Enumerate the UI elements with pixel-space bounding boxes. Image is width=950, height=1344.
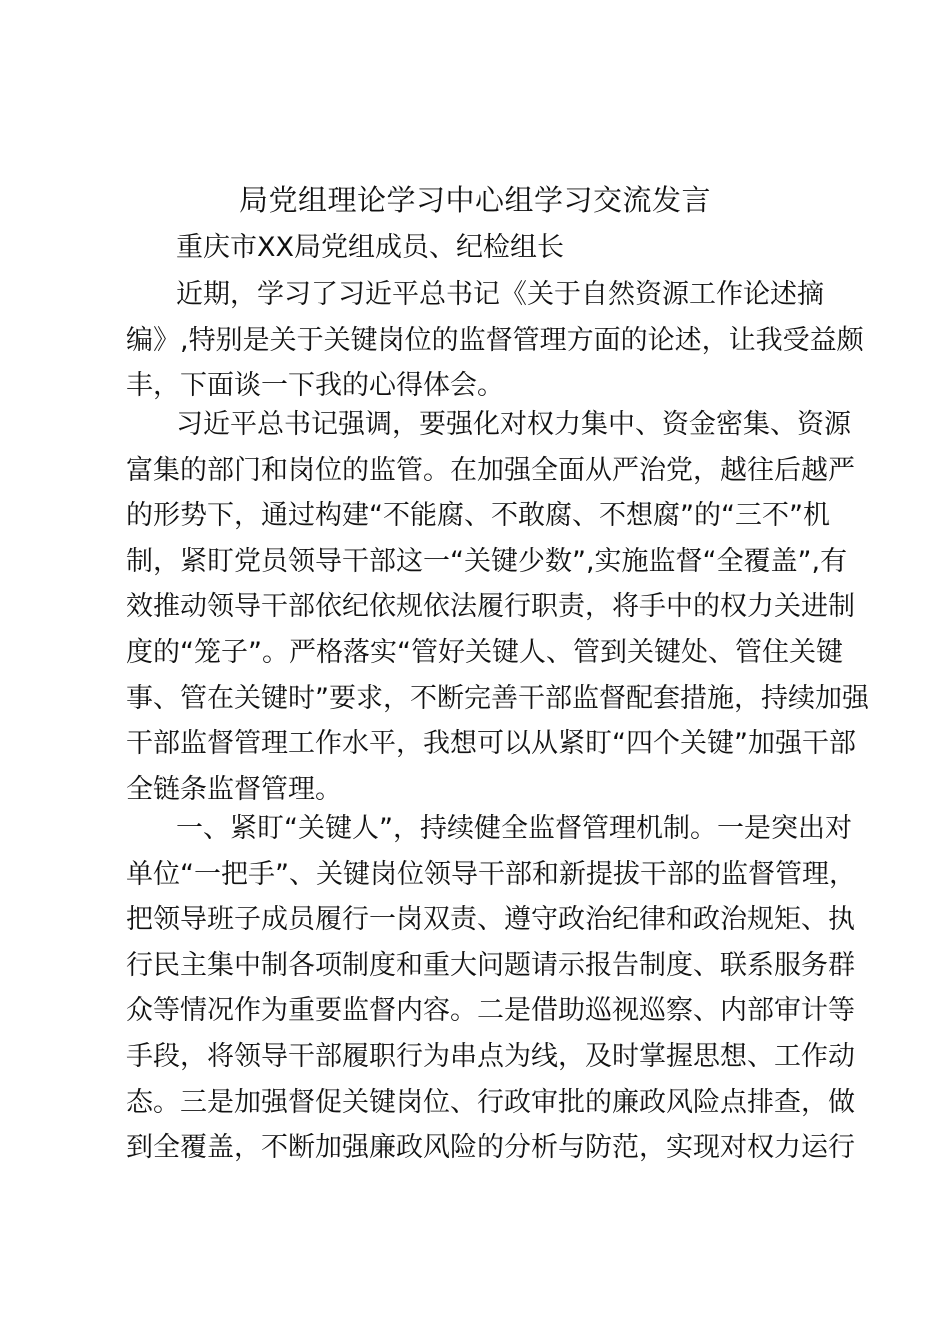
paragraph-line: 丰，下面谈一下我的心得体会。 (126, 370, 504, 402)
paragraph-line: 干部监督管理工作水平，我想可以从紧盯“四个关键”加强干部 (126, 728, 856, 760)
paragraph-line: 度的“笼子”。严格落实“管好关键人、管到关键处、管住关键 (126, 636, 843, 668)
paragraph-3 (126, 806, 856, 1171)
author-line: 重庆市XX局党组成员、纪检组长 (176, 232, 564, 263)
paragraph-line: 近期，学习了习近平总书记《关于自然资源工作论述摘 (176, 279, 824, 310)
paragraph-line: 把领导班子成员履行一岗双责、遵守政治纪律和政治规矩、执 (126, 904, 855, 936)
paragraph-line: 一、紧盯“关键人”，持续健全监督管理机制。一是突出对 (176, 813, 852, 844)
paragraph-line: 的形势下，通过构建“不能腐、不敢腐、不想腐”的“三不”机 (126, 500, 830, 532)
paragraph-1 (126, 272, 864, 409)
paragraph-line: 习近平总书记强调，要强化对权力集中、资金密集、资源 (176, 409, 851, 440)
paragraph-line: 手段，将领导干部履职行为串点为线，及时掌握思想、工作动 (126, 1040, 855, 1072)
paragraph-line: 富集的部门和岗位的监管。在加强全面从严治党，越往后越严 (126, 454, 855, 486)
paragraph-line: 效推动领导干部依纪依规依法履行职责，将手中的权力关进制 (126, 591, 855, 623)
paragraph-line: 众等情况作为重要监督内容。二是借助巡视巡察、内部审计等 (126, 995, 855, 1027)
paragraph-line: 事、管在关键时”要求，不断完善干部监督配套措施，持续加强 (126, 682, 869, 714)
paragraph-line: 单位“一把手”、关键岗位领导干部和新提拔干部的监督管理， (126, 858, 856, 890)
paragraph-line: 行民主集中制各项制度和重大问题请示报告制度、联系服务群 (126, 949, 855, 981)
paragraph-2 (126, 402, 869, 812)
document-title: 局党组理论学习中心组学习交流发言 (238, 183, 711, 217)
paragraph-line: 全链条监督管理。 (126, 773, 342, 805)
paragraph-line: 态。三是加强督促关键岗位、行政审批的廉政风险点排查，做 (126, 1086, 855, 1118)
paragraph-line: 到全覆盖，不断加强廉政风险的分析与防范，实现对权力运行 (126, 1132, 855, 1164)
paragraph-line: 编》,特别是关于关键岗位的监督管理方面的论述，让我受益颇 (126, 324, 864, 356)
paragraph-line: 制，紧盯党员领导干部这一“关键少数”,实施监督“全覆盖”,有 (126, 545, 848, 577)
